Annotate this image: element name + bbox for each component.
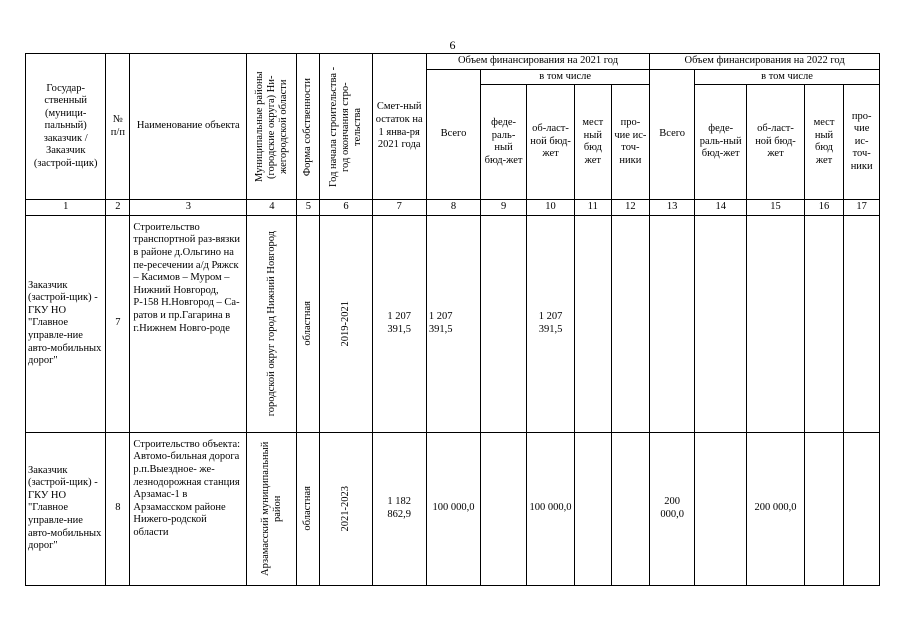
- header-federal-2022: феде-раль-ный бюд-жет: [695, 85, 747, 200]
- header-regional-2022: об-ласт-ной бюд-жет: [747, 85, 804, 200]
- row-local-2021: [575, 215, 612, 432]
- row-total-2021: 1 207 391,5: [426, 215, 480, 432]
- column-number: 14: [695, 200, 747, 216]
- row-federal-2022: [695, 215, 747, 432]
- row-balance: 1 207 391,5: [372, 215, 426, 432]
- row-regional-2021: 100 000,0: [527, 432, 575, 585]
- row-other-2022: [844, 432, 880, 585]
- row-federal-2021: [481, 432, 527, 585]
- header-other-2022: про-чие ис-точ-ники: [844, 85, 880, 200]
- column-number: 7: [372, 200, 426, 216]
- row-local-2022: [804, 215, 844, 432]
- header-including-2022: в том числе: [695, 69, 880, 85]
- column-number: 2: [106, 200, 130, 216]
- row-other-2022: [844, 215, 880, 432]
- row-total-2022: 200 000,0: [650, 432, 695, 585]
- row-regional-2021: 1 207 391,5: [527, 215, 575, 432]
- row-federal-2022: [695, 432, 747, 585]
- row-num: 8: [106, 432, 130, 585]
- row-ownership: областная: [297, 215, 320, 432]
- column-number: 9: [481, 200, 527, 216]
- column-number: 8: [426, 200, 480, 216]
- column-number: 6: [320, 200, 372, 216]
- header-fin-2022: Объем финансирования на 2022 год: [650, 54, 880, 70]
- header-other-2021: про-чие ис-точ-ники: [611, 85, 650, 200]
- header-ownership: Форма собственности: [297, 54, 320, 200]
- column-number: 5: [297, 200, 320, 216]
- row-regional-2022: 200 000,0: [747, 432, 804, 585]
- column-number: 1: [26, 200, 106, 216]
- row-local-2022: [804, 432, 844, 585]
- row-district: Арзамасский муниципальный район: [247, 432, 297, 585]
- header-balance: Смет-ный остаток на 1 янва-ря 2021 года: [372, 54, 426, 200]
- header-districts: Муниципальные районы (городские округа) Ни-жегородской области: [247, 54, 297, 200]
- row-object-name: Строительство объекта: Автомо-бильная дорога р.п.Выездное- же-лезнодорожная станция Арзамас-1 в Арзамасском районе Нижего-родской области: [130, 432, 247, 585]
- row-federal-2021: [481, 215, 527, 432]
- row-other-2021: [611, 215, 650, 432]
- row-num: 7: [106, 215, 130, 432]
- column-number: 13: [650, 200, 695, 216]
- header-local-2022: мест ный бюд жет: [804, 85, 844, 200]
- header-row-1: [26, 54, 880, 70]
- row-total-2022: [650, 215, 695, 432]
- row-object-name: Строительство транспортной раз-вязки в районе д.Ольгино на пе-ресечении а/д Ряжск – Касимов – Муром – Нижний Новгород, Р-158 Н.Новгород – Са-ратов и пр.Гагарина в г.Нижнем Новго-роде: [130, 215, 247, 432]
- row-other-2021: [611, 432, 650, 585]
- row-customer: Заказчик (застрой-щик) - ГКУ НО "Главное управле-ние авто-мобильных дорог": [26, 432, 106, 585]
- table-row: [26, 432, 880, 585]
- column-number: 16: [804, 200, 844, 216]
- row-years: 2019-2021: [320, 215, 372, 432]
- row-district: городской округ город Нижний Новгород: [247, 215, 297, 432]
- row-customer: Заказчик (застрой-щик) - ГКУ НО "Главное управле-ние авто-мобильных дорог": [26, 215, 106, 432]
- row-regional-2022: [747, 215, 804, 432]
- header-federal-2021: феде-раль-ный бюд-жет: [481, 85, 527, 200]
- row-ownership: областная: [297, 432, 320, 585]
- column-number: 12: [611, 200, 650, 216]
- column-number: 10: [527, 200, 575, 216]
- column-number: 3: [130, 200, 247, 216]
- table-row: [26, 215, 880, 432]
- column-number: 15: [747, 200, 804, 216]
- column-number: 11: [575, 200, 612, 216]
- header-local-2021: мест ный бюд жет: [575, 85, 612, 200]
- header-object-name: Наименование объекта: [130, 54, 247, 200]
- header-fin-2021: Объем финансирования на 2021 год: [426, 54, 649, 70]
- header-total-2021: Всего: [426, 69, 480, 200]
- page-number: 6: [449, 38, 456, 52]
- row-local-2021: [575, 432, 612, 585]
- column-number: 4: [247, 200, 297, 216]
- header-including-2021: в том числе: [481, 69, 650, 85]
- row-years: 2021-2023: [320, 432, 372, 585]
- header-customer: Государ-ственный (муници-пальный) заказчик / Заказчик (застрой-щик): [26, 54, 106, 200]
- header-num: № п/п: [106, 54, 130, 200]
- header-years: Год начала строительства - год окончания стро-тельства: [320, 54, 372, 200]
- column-number-row: [26, 200, 880, 216]
- header-regional-2021: об-ласт-ной бюд-жет: [527, 85, 575, 200]
- row-balance: 1 182 862,9: [372, 432, 426, 585]
- row-total-2021: 100 000,0: [426, 432, 480, 585]
- column-number: 17: [844, 200, 880, 216]
- financing-table: [25, 53, 880, 586]
- header-total-2022: Всего: [650, 69, 695, 200]
